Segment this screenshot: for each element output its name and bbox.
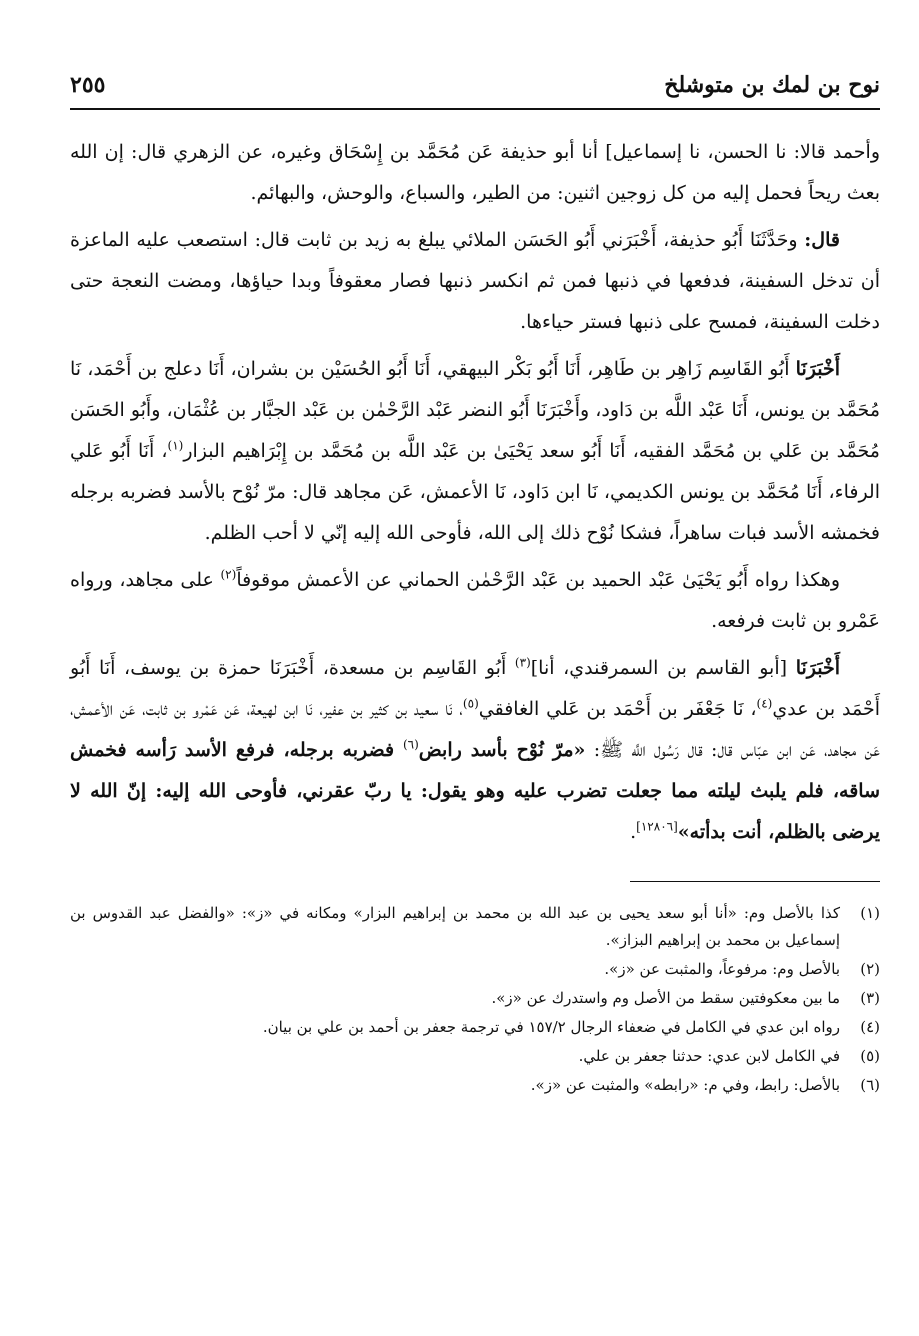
footnote-number: (٥) [860,1047,880,1065]
footnote-text: كذا بالأصل وم: «أنا أبو سعد يحيى بن عبد الله بن محمد بن إبراهيم البزار» ومكانه في «ز»: «والفضل عبد القدوس بن إسماعيل بن محمد بن إبراهيم البزاز». [70,904,840,949]
footnote-text: ما بين معكوفتين سقط من الأصل وم واستدرك عن «ز». [491,989,840,1007]
paragraph [70,349,880,554]
page-header [70,60,880,110]
footnote [70,1043,880,1070]
footnotes [70,900,880,1099]
paragraph [70,220,880,343]
hadith-text: «مرّ نُوْح بأسد رابض [418,739,586,761]
footnote [70,1072,880,1099]
hadith-text: فضربه برجله، فرفع الأسد رَأسه فخمش ساقه، فلم يلبث ليلته مما جعلت تضرب عليه وهو يقول: يا ربّ عقرني، فأوحى الله إليه: إنّ الله لا يرضى بالظلم، أنت بدأته» [70,739,880,843]
footnote-number: (٤) [860,1018,880,1036]
text-segment: أَبُو القَاسِم زَاهِر بن طَاهِر، أَنَا أَبُو بَكْر البيهقي، أَنَا أَبُو الحُسَيْن بن بشران، أَنَا دعلج بن أَحْمَد، نَا مُحَمَّد بن يونس، أَنَا عَبْد اللَّه بن دَاود، وأَخْبَرَنَا أَبُو النضر عَبْد الرَّحْمٰن بن عَبْد الجبَّار بن عُثْمَان، وأَبُو الحَسَن مُحَمَّد بن عَلي بن مُحَمَّد الفقيه، أَنَا أَبُو سعد يَحْيَىٰ بن عَبْد اللَّه بن مُحَمَّد بن إِبْرَاهيم البزار [70,358,880,462]
footnote-number: (٢) [860,960,880,978]
footnote-text: بالأصل: رابط، وفي م: «رابطه» والمثبت عن «ز». [530,1076,840,1094]
footnote-marker: (٦) [402,737,419,752]
paragraph-lead-word: أَخْبَرَنَا [795,657,841,679]
footnote-number: (٦) [860,1076,880,1094]
footnote-text: في الكامل لابن عدي: حدثنا جعفر بن علي. [578,1047,840,1065]
text-segment: وحَدَّثَنَا أَبُو حذيفة، أَخْبَرَني أَبُو الحَسَن الملائي يبلغ به زيد بن ثابت قال: استصعب عليه الماعزة أن تدخل السفينة، فدفعها في ذنبها فمن ثم انكسر ذنبها فصار معقوفاً وبدا حياؤها، ومضت النعجة حتى دخلت السفينة، فمسح على ذنبها فستر حياءها. [70,229,880,333]
footnote [70,900,880,954]
footnote-text: رواه ابن عدي في الكامل في ضعفاء الرجال ١٥٧/٢ في ترجمة جعفر بن أحمد بن علي بن بيان. [262,1018,840,1036]
text-segment: على مجاهد، ورواه عَمْرو بن ثابت فرفعه. [70,569,880,632]
footnote-number: (١) [860,904,880,922]
footnote-marker: (٤) [756,696,773,711]
text-segment: ، أَنَا أَبُو عَلي الرفاء، أَنَا مُحَمَّد بن يونس الكديمي، نَا ابن دَاود، نَا الأعمش، عَن مجاهد قال: مرّ نُوْح بالأسد فضربه برجله فخمشه الأسد فبات ساهراً، فشكا نُوْح ذلك إلى الله، فأوحى الله إليه إنّي لا أحب الظلم. [70,440,880,544]
footnote-marker: [١٢٨٠٦] [636,819,678,834]
footnote-divider [630,881,880,882]
text-segment: ، نَا جَعْفَر بن أَحْمَد بن عَلي الغافقي [478,698,757,720]
paragraph [70,560,880,642]
text-segment: . [630,821,637,843]
main-text [70,132,880,853]
text-segment: أَبُو القَاسِم بن مسعدة، أَخْبَرَنَا حمزة بن يوسف، أَنَا أَبُو أَحْمَد بن عدي [70,657,880,720]
footnote-marker: (٥) [462,696,479,711]
footnote [70,985,880,1012]
text-segment: وأحمد قالا: نا الحسن، نا إسماعيل] أنا أبو حذيفة عَن مُحَمَّد بن إِسْحَاق وغيره، عن الزهري قال: إن الله بعث ريحاً فحمل إليه من كل زوجين اثنين: من الطير، والسباع، والوحش، والبهائم. [70,141,880,204]
page-number: ٢٥٥ [70,72,106,98]
paragraph [70,132,880,214]
paragraph-lead-word: أَخْبَرَنَا [795,358,840,380]
text-segment: وهكذا رواه أَبُو يَحْيَىٰ عَبْد الحميد بن عَبْد الرَّحْمٰن الحماني عن الأعمش موقوفاً [236,569,840,591]
footnote [70,1014,880,1041]
footnote [70,956,880,983]
book-page [70,60,880,1310]
footnote-number: (٣) [860,989,880,1007]
footnote-text: بالأصل وم: مرفوعاً، والمثبت عن «ز». [604,960,840,978]
footnote-marker: (٢) [220,567,237,582]
running-title: نوح بن لمك بن متوشلخ [664,72,880,98]
text-segment: ، نَا سعيد بن كثير بن عفير، نَا ابن لهيعة، عَن عَمْرو بن ثابت، عَن الأعمش، عَن مجاهد، عَن ابن عبّاس قال: قال رَسُول اللَّه ﷺ: [70,698,880,761]
paragraph-lead-word: قال: [804,229,840,251]
paragraph [70,648,880,853]
footnote-marker: (١) [167,438,184,453]
footnote-marker: (٣) [514,655,531,670]
text-segment: [أبو القاسم بن السمرقندي، أنا] [530,657,796,679]
